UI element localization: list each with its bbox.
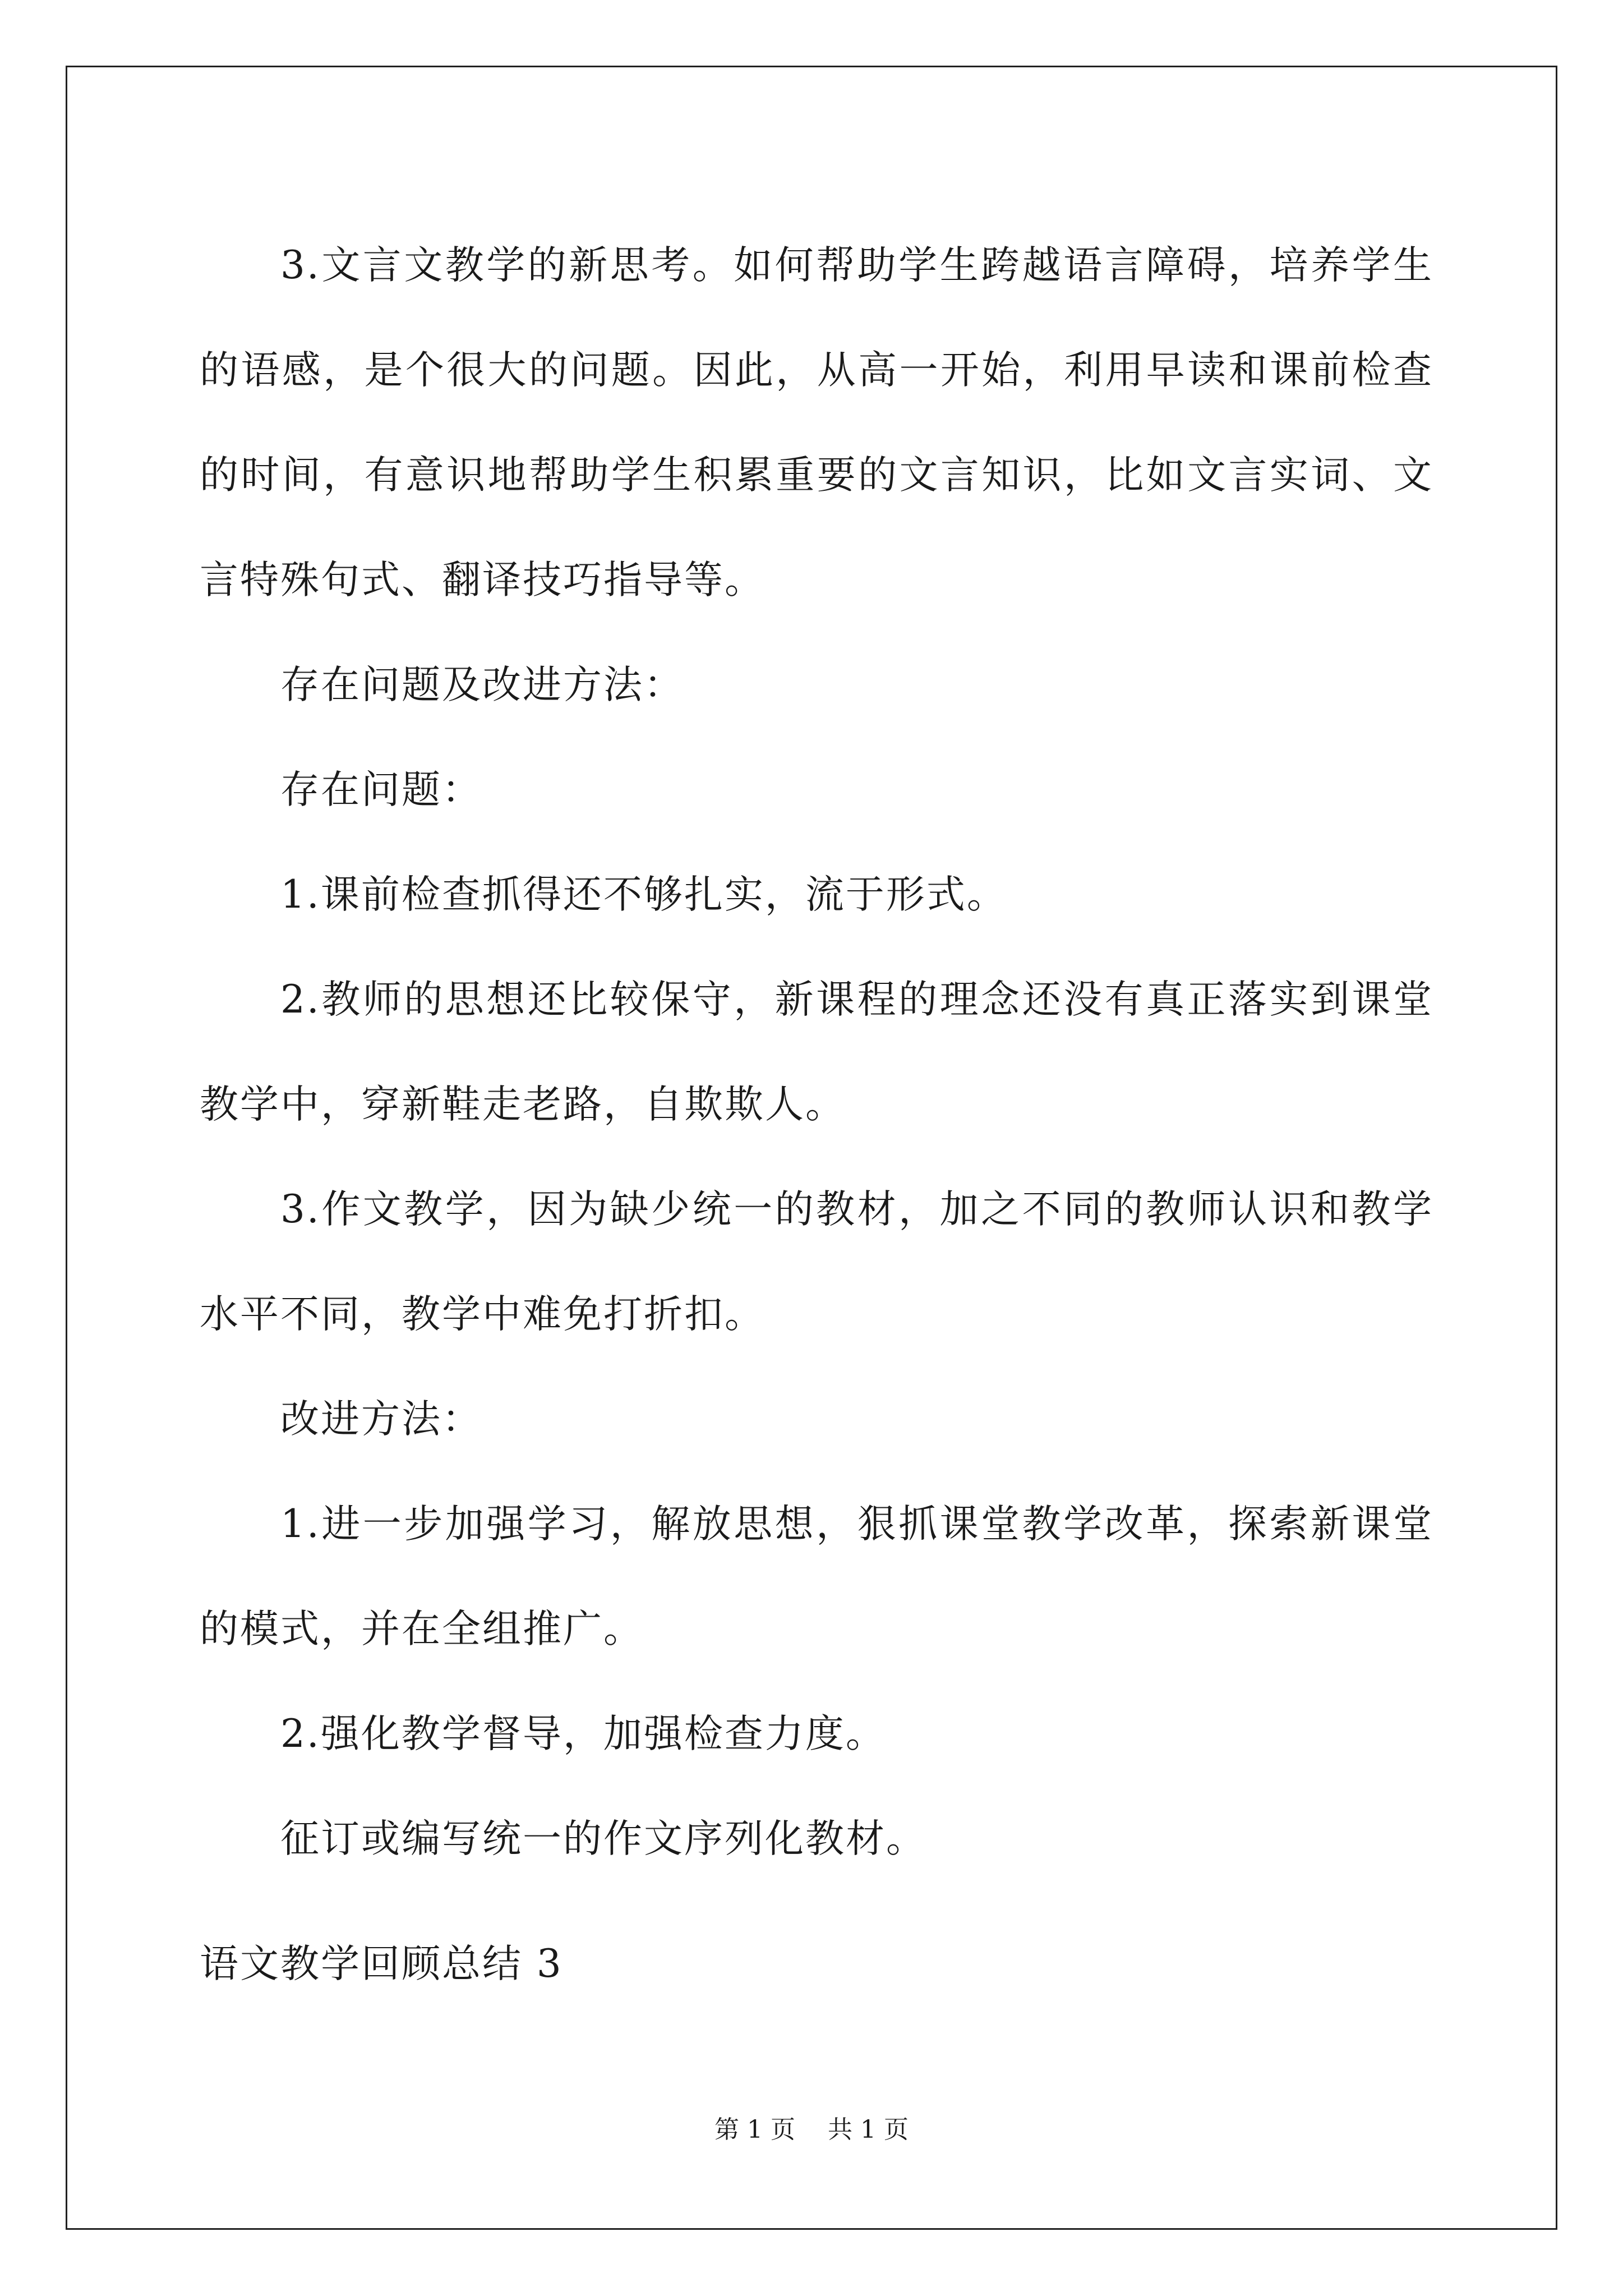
document-body xyxy=(200,213,1433,1892)
page-total: 共 1 页 xyxy=(828,2115,909,2144)
section-heading: 语文教学回顾总结 3 xyxy=(200,1941,563,1986)
paragraph-problem-2: 2.教师的思想还比较保守，新课程的理念还没有真正落实到课堂教学中，穿新鞋走老路，自欺欺人。 xyxy=(200,977,1433,1127)
paragraph-problem-3: 3.作文教学，因为缺少统一的教材，加之不同的教师认识和教学水平不同，教学中难免打折扣。 xyxy=(200,1187,1433,1337)
paragraph-problems-title: 存在问题： xyxy=(280,767,482,812)
paragraph-problem-1: 1.课前检查抓得还不够扎实，流于形式。 xyxy=(280,872,1007,917)
page-footer xyxy=(0,2113,1623,2147)
paragraph-problems-and-improvements-title: 存在问题及改进方法： xyxy=(280,662,684,707)
paragraph-improvement-3: 征订或编写统一的作文序列化教材。 xyxy=(280,1816,926,1861)
paragraph-improvements-title: 改进方法： xyxy=(280,1397,482,1442)
paragraph-classical-chinese-teaching: 3.文言文教学的新思考。如何帮助学生跨越语言障碍，培养学生的语感，是个很大的问题。因此，从高一开始，利用早读和课前检查的时间，有意识地帮助学生积累重要的文言知识，比如文言实词、文言特殊句式、翻译技巧指导等。 xyxy=(200,243,1433,602)
page-number: 第 1 页 xyxy=(714,2115,795,2144)
paragraph-improvement-1: 1.进一步加强学习，解放思想，狠抓课堂教学改革，探索新课堂的模式，并在全组推广。 xyxy=(200,1502,1433,1651)
paragraph-improvement-2: 2.强化教学督导，加强检查力度。 xyxy=(280,1711,886,1756)
